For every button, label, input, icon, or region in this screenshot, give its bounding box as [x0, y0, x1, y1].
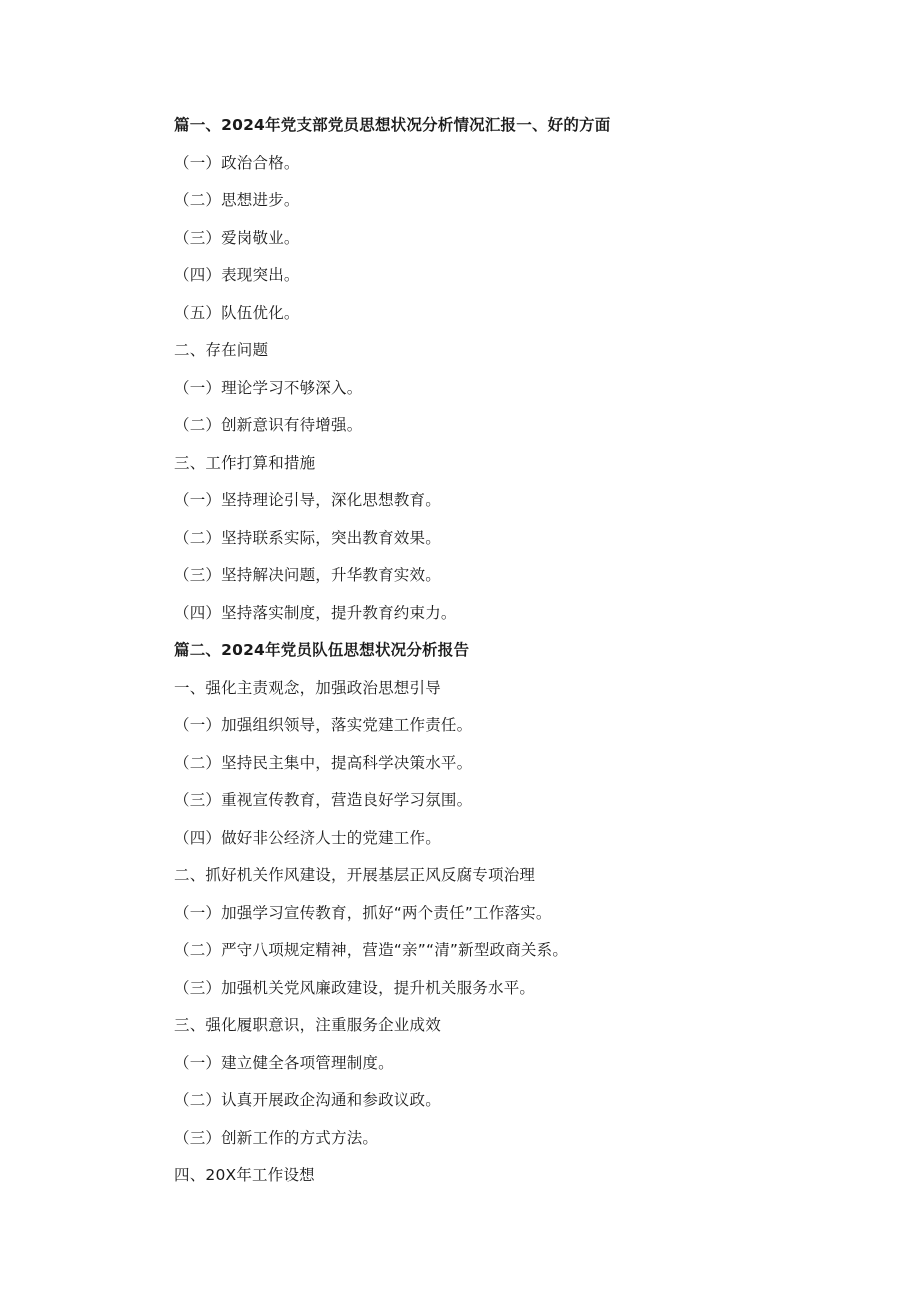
document-line: （二）坚持联系实际，突出教育效果。 — [174, 528, 441, 547]
document-line: （四）做好非公经济人士的党建工作。 — [174, 828, 441, 847]
document-line: （五）队伍优化。 — [174, 303, 300, 322]
document-line: （二）认真开展政企沟通和参政议政。 — [174, 1091, 441, 1109]
document-line: （三）创新工作的方式方法。 — [174, 1128, 379, 1147]
document-line: （一）加强学习宣传教育，抓好“两个责任”工作落实。 — [174, 903, 552, 922]
document-line: 一、强化主责观念，加强政治思想引导 — [174, 678, 441, 697]
document-line: 二、抓好机关作风建设，开展基层正风反腐专项治理 — [174, 866, 536, 884]
document-line: （四）表现突出。 — [174, 266, 300, 284]
document-line: （三）坚持解决问题，升华教育实效。 — [174, 566, 441, 584]
document-line: （三）加强机关党风廉政建设，提升机关服务水平。 — [174, 978, 536, 997]
document-line: 二、存在问题 — [174, 341, 269, 359]
section-heading: 篇二、2024年党员队伍思想状况分析报告 — [174, 641, 470, 659]
document-line: 四、20X年工作设想 — [174, 1166, 315, 1184]
document-line: （三）重视宣传教育，营造良好学习氛围。 — [174, 791, 473, 809]
document-line: （二）思想进步。 — [174, 191, 300, 209]
document-line: （一）加强组织领导，落实党建工作责任。 — [174, 716, 473, 734]
document-line: 三、强化履职意识，注重服务企业成效 — [174, 1016, 441, 1034]
document-line: （一）建立健全各项管理制度。 — [174, 1053, 394, 1072]
document-line: （一）坚持理论引导，深化思想教育。 — [174, 491, 441, 509]
document-line: （一）理论学习不够深入。 — [174, 378, 363, 397]
section-heading: 篇一、2024年党支部党员思想状况分析情况汇报一、好的方面 — [174, 116, 611, 134]
document-line: （二）严守八项规定精神，营造“亲”“清”新型政商关系。 — [174, 941, 569, 959]
document-body — [174, 112, 874, 1200]
document-line: （三）爱岗敬业。 — [174, 228, 300, 247]
document-line: （四）坚持落实制度，提升教育约束力。 — [174, 603, 457, 622]
document-line: （一）政治合格。 — [174, 153, 300, 172]
document-line: 三、工作打算和措施 — [174, 453, 316, 472]
document-line: （二）创新意识有待增强。 — [174, 416, 363, 434]
document-line: （二）坚持民主集中，提高科学决策水平。 — [174, 753, 473, 772]
